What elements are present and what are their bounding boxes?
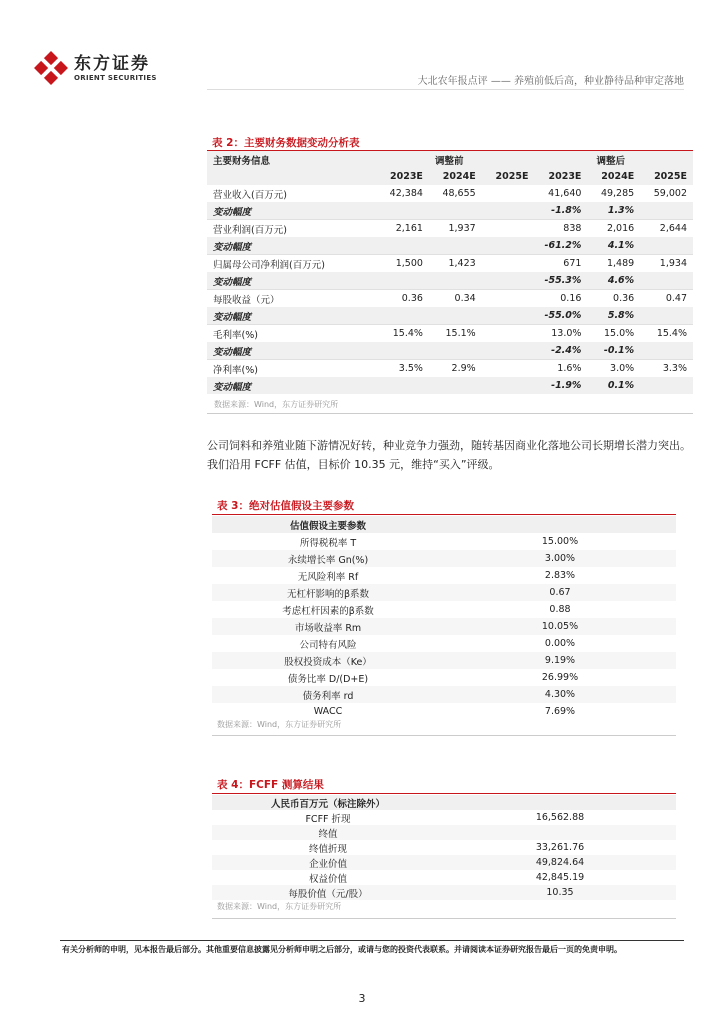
column-header: 人民币百万元（标注除外）	[212, 795, 444, 810]
row-label: 考虑杠杆因素的β系数	[282, 605, 374, 617]
group-header-before: 调整前	[370, 151, 528, 168]
row-label: 营业利润(百万元)	[207, 220, 370, 238]
fcff-result-table	[212, 795, 676, 900]
table-cell	[476, 325, 529, 343]
table-row	[212, 703, 676, 720]
table-cell: 1,934	[634, 255, 693, 273]
table-cell: 4.1%	[581, 237, 634, 255]
logo-name-en: ORIENT SECURITIES	[74, 73, 157, 82]
table-cell	[370, 377, 423, 394]
table-row	[207, 272, 693, 290]
table4-top-rule	[212, 793, 676, 794]
table-row	[207, 220, 693, 238]
financial-change-table	[207, 151, 693, 394]
table-row	[212, 855, 676, 870]
table-cell: -1.8%	[528, 202, 581, 220]
year-header: 2023E	[370, 168, 423, 185]
row-value: 9.19%	[444, 652, 676, 669]
table-cell	[423, 377, 476, 394]
table-cell	[476, 255, 529, 273]
table-cell: 49,285	[600, 188, 635, 199]
table-cell: 0.36	[581, 290, 634, 308]
year-header: 2023E	[528, 168, 581, 185]
orient-securities-logo-icon	[34, 51, 68, 85]
page-number: 3	[358, 992, 366, 1005]
row-value: 2.83%	[544, 570, 576, 581]
row-label: FCFF 折现	[305, 813, 351, 825]
table-row	[212, 669, 676, 686]
table2-title: 表 2：主要财务数据变动分析表	[212, 137, 360, 149]
table-cell: 1,423	[423, 255, 476, 273]
table-cell: -61.2%	[528, 237, 581, 255]
table-cell	[423, 237, 476, 255]
row-value: 10.05%	[444, 618, 676, 635]
table-row	[207, 325, 693, 343]
table-row	[212, 825, 676, 840]
row-value	[444, 825, 676, 840]
table-cell	[423, 272, 476, 290]
table-row	[212, 870, 676, 885]
table-cell	[370, 307, 423, 325]
table-cell: 838	[528, 220, 581, 238]
table-cell: 2,161	[370, 220, 423, 238]
table-row	[212, 635, 676, 652]
row-label: 债务比率 D/(D+E)	[287, 673, 369, 685]
table-cell	[476, 360, 529, 378]
row-label: 所得税税率 T	[299, 537, 357, 549]
table-cell: -2.4%	[528, 342, 581, 360]
table-cell: 3.3%	[634, 360, 693, 378]
table-cell	[476, 377, 529, 394]
year-header: 2024E	[423, 168, 476, 185]
row-label: 每股收益（元）	[207, 290, 370, 308]
table-cell: 15.0%	[581, 325, 634, 343]
table-row	[212, 840, 676, 855]
table-cell	[370, 237, 423, 255]
valuation-paragraph: 公司饲料和养殖业随下游情况好转，种业竞争力强劲，随转基因商业化落地公司长期增长潜力突出。我们沿用 FCFF 估值，目标价 10.35 元，维持“买入”评级。	[207, 439, 691, 471]
table3-top-rule	[212, 514, 676, 515]
table-cell: 5.8%	[581, 307, 634, 325]
table-cell: 13.0%	[528, 325, 581, 343]
row-label: 公司特有风险	[299, 639, 357, 651]
row-value: 0.88	[549, 604, 571, 615]
logo-name-cn: 东方证券	[74, 53, 150, 74]
year-header-blank	[207, 168, 370, 185]
table-cell: 0.16	[528, 290, 581, 308]
table-header-row	[207, 151, 693, 168]
row-value: 42,845.19	[535, 872, 585, 883]
table-cell	[476, 290, 529, 308]
header-divider	[207, 89, 684, 90]
table-cell: 2,644	[634, 220, 693, 238]
table-cell: 15.4%	[634, 325, 693, 343]
row-label: 变动幅度	[207, 237, 370, 255]
row-label: 每股价值（元/股）	[212, 885, 444, 900]
footer-divider	[60, 940, 684, 941]
table-cell: 3.5%	[370, 360, 423, 378]
table-cell	[476, 342, 529, 360]
table-cell: 59,002	[653, 188, 687, 199]
table-cell: -55.0%	[528, 307, 581, 325]
row-label: 变动幅度	[207, 307, 370, 325]
table-cell	[423, 307, 476, 325]
table-row	[207, 377, 693, 394]
row-label: 终值	[212, 825, 444, 840]
row-label: 企业价值	[212, 855, 444, 870]
row-label: 市场收益率 Rm	[212, 618, 444, 635]
table-cell: 48,655	[442, 188, 476, 199]
row-value: 16,562.88	[535, 812, 585, 823]
table-cell	[476, 272, 529, 290]
table-cell	[634, 202, 693, 220]
row-value: 7.69%	[544, 706, 576, 717]
table4-title: 表 4：FCFF 测算结果	[217, 779, 324, 791]
row-label: 无风险利率 Rf	[297, 571, 359, 583]
table-cell	[634, 272, 693, 290]
table-cell: 41,640	[548, 188, 582, 199]
table-cell	[423, 202, 476, 220]
table-cell: 1,500	[370, 255, 423, 273]
year-header: 2025E	[476, 168, 529, 185]
table-row	[207, 185, 693, 202]
valuation-assumption-table	[212, 516, 676, 720]
table-cell: 0.47	[634, 290, 693, 308]
table-row	[207, 290, 693, 308]
row-label: 变动幅度	[207, 272, 370, 290]
row-value: 0.67	[444, 584, 676, 601]
footer-disclaimer: 有关分析师的申明，见本报告最后部分。其他重要信息披露见分析师申明之后部分，或请与您的投资代表联系。并请阅读本证券研究报告最后一页的免责申明。	[62, 945, 622, 954]
row-value: 49,824.64	[444, 855, 676, 870]
table-header-row	[212, 516, 676, 533]
table-row	[207, 255, 693, 273]
row-label: 股权投资成本（Ke）	[212, 652, 444, 669]
table-cell: -0.1%	[581, 342, 634, 360]
table-cell: -55.3%	[528, 272, 581, 290]
row-label: 变动幅度	[207, 377, 370, 394]
table3-bottom-rule	[212, 735, 676, 736]
row-label: 归属母公司净利润(百万元)	[207, 255, 370, 273]
column-header: 估值假设主要参数	[212, 516, 444, 533]
table2-source: 数据来源：Wind，东方证券研究所	[214, 400, 339, 409]
table4-source: 数据来源：Wind，东方证券研究所	[217, 902, 342, 911]
table-cell: 1.3%	[581, 202, 634, 220]
table-cell	[476, 185, 529, 202]
table-row	[207, 307, 693, 325]
row-value: 15.00%	[541, 536, 579, 547]
table-row	[212, 686, 676, 703]
table-cell: 15.4%	[370, 325, 423, 343]
row-label: 权益价值	[308, 873, 347, 885]
table-row	[207, 202, 693, 220]
table-cell: 1,937	[423, 220, 476, 238]
column-header-blank	[444, 516, 676, 533]
table-cell: 2,016	[581, 220, 634, 238]
row-value: 3.00%	[444, 550, 676, 567]
table-cell: -1.9%	[528, 377, 581, 394]
table-cell: 4.6%	[581, 272, 634, 290]
table-cell	[634, 377, 693, 394]
table2-bottom-rule	[207, 413, 693, 414]
table-row	[212, 618, 676, 635]
table-row	[212, 885, 676, 900]
table-row	[212, 652, 676, 669]
table-cell: 15.1%	[423, 325, 476, 343]
table-year-row	[207, 168, 693, 185]
table-row	[212, 601, 676, 618]
company-logo	[34, 50, 157, 86]
table-cell	[634, 237, 693, 255]
year-header: 2024E	[581, 168, 634, 185]
row-label: 变动幅度	[207, 202, 370, 220]
row-label: 终值折现	[308, 843, 347, 855]
table-cell: 0.36	[370, 290, 423, 308]
table-header-row	[212, 795, 676, 810]
table-cell	[476, 237, 529, 255]
row-label: 营业收入(百万元)	[213, 189, 287, 201]
table-row	[212, 550, 676, 567]
row-label: WACC	[313, 706, 343, 717]
row-label: 变动幅度	[207, 342, 370, 360]
table-row	[212, 810, 676, 825]
table-cell: 1,489	[581, 255, 634, 273]
table3-source: 数据来源：Wind，东方证券研究所	[217, 720, 342, 729]
table-cell	[476, 220, 529, 238]
table-row	[212, 533, 676, 550]
table-cell	[370, 272, 423, 290]
table-row	[207, 360, 693, 378]
row-value: 4.30%	[444, 686, 676, 703]
row-label: 毛利率(%)	[207, 325, 370, 343]
table-cell: 0.1%	[581, 377, 634, 394]
table-cell: 2.9%	[423, 360, 476, 378]
table-cell	[476, 202, 529, 220]
table-cell	[370, 342, 423, 360]
group-header-after: 调整后	[528, 151, 693, 168]
column-header: 主要财务信息	[207, 151, 370, 168]
table-cell	[476, 307, 529, 325]
year-header: 2025E	[634, 168, 693, 185]
table-cell	[370, 202, 423, 220]
table-cell: 1.6%	[528, 360, 581, 378]
row-value: 33,261.76	[535, 842, 585, 853]
table-row	[207, 342, 693, 360]
table-cell: 42,384	[389, 188, 423, 199]
table-row	[212, 584, 676, 601]
table-cell: 671	[528, 255, 581, 273]
table-cell	[423, 342, 476, 360]
table-cell: 3.0%	[581, 360, 634, 378]
column-header-blank	[444, 795, 676, 810]
row-label: 净利率(%)	[207, 360, 370, 378]
row-label: 债务利率 rd	[212, 686, 444, 703]
row-label: 无杠杆影响的β系数	[212, 584, 444, 601]
row-label: 永续增长率 Gn(%)	[212, 550, 444, 567]
table4-bottom-rule	[212, 918, 676, 919]
row-value: 0.00%	[544, 638, 576, 649]
table-row	[207, 237, 693, 255]
table-cell	[634, 307, 693, 325]
row-value: 10.35	[444, 885, 676, 900]
row-value: 26.99%	[541, 672, 579, 683]
report-title: 大北农年报点评 —— 养殖前低后高，种业静待品种审定落地	[417, 76, 684, 87]
table-row	[212, 567, 676, 584]
table3-title: 表 3：绝对估值假设主要参数	[217, 500, 354, 512]
table-cell: 0.34	[423, 290, 476, 308]
table-cell	[634, 342, 693, 360]
